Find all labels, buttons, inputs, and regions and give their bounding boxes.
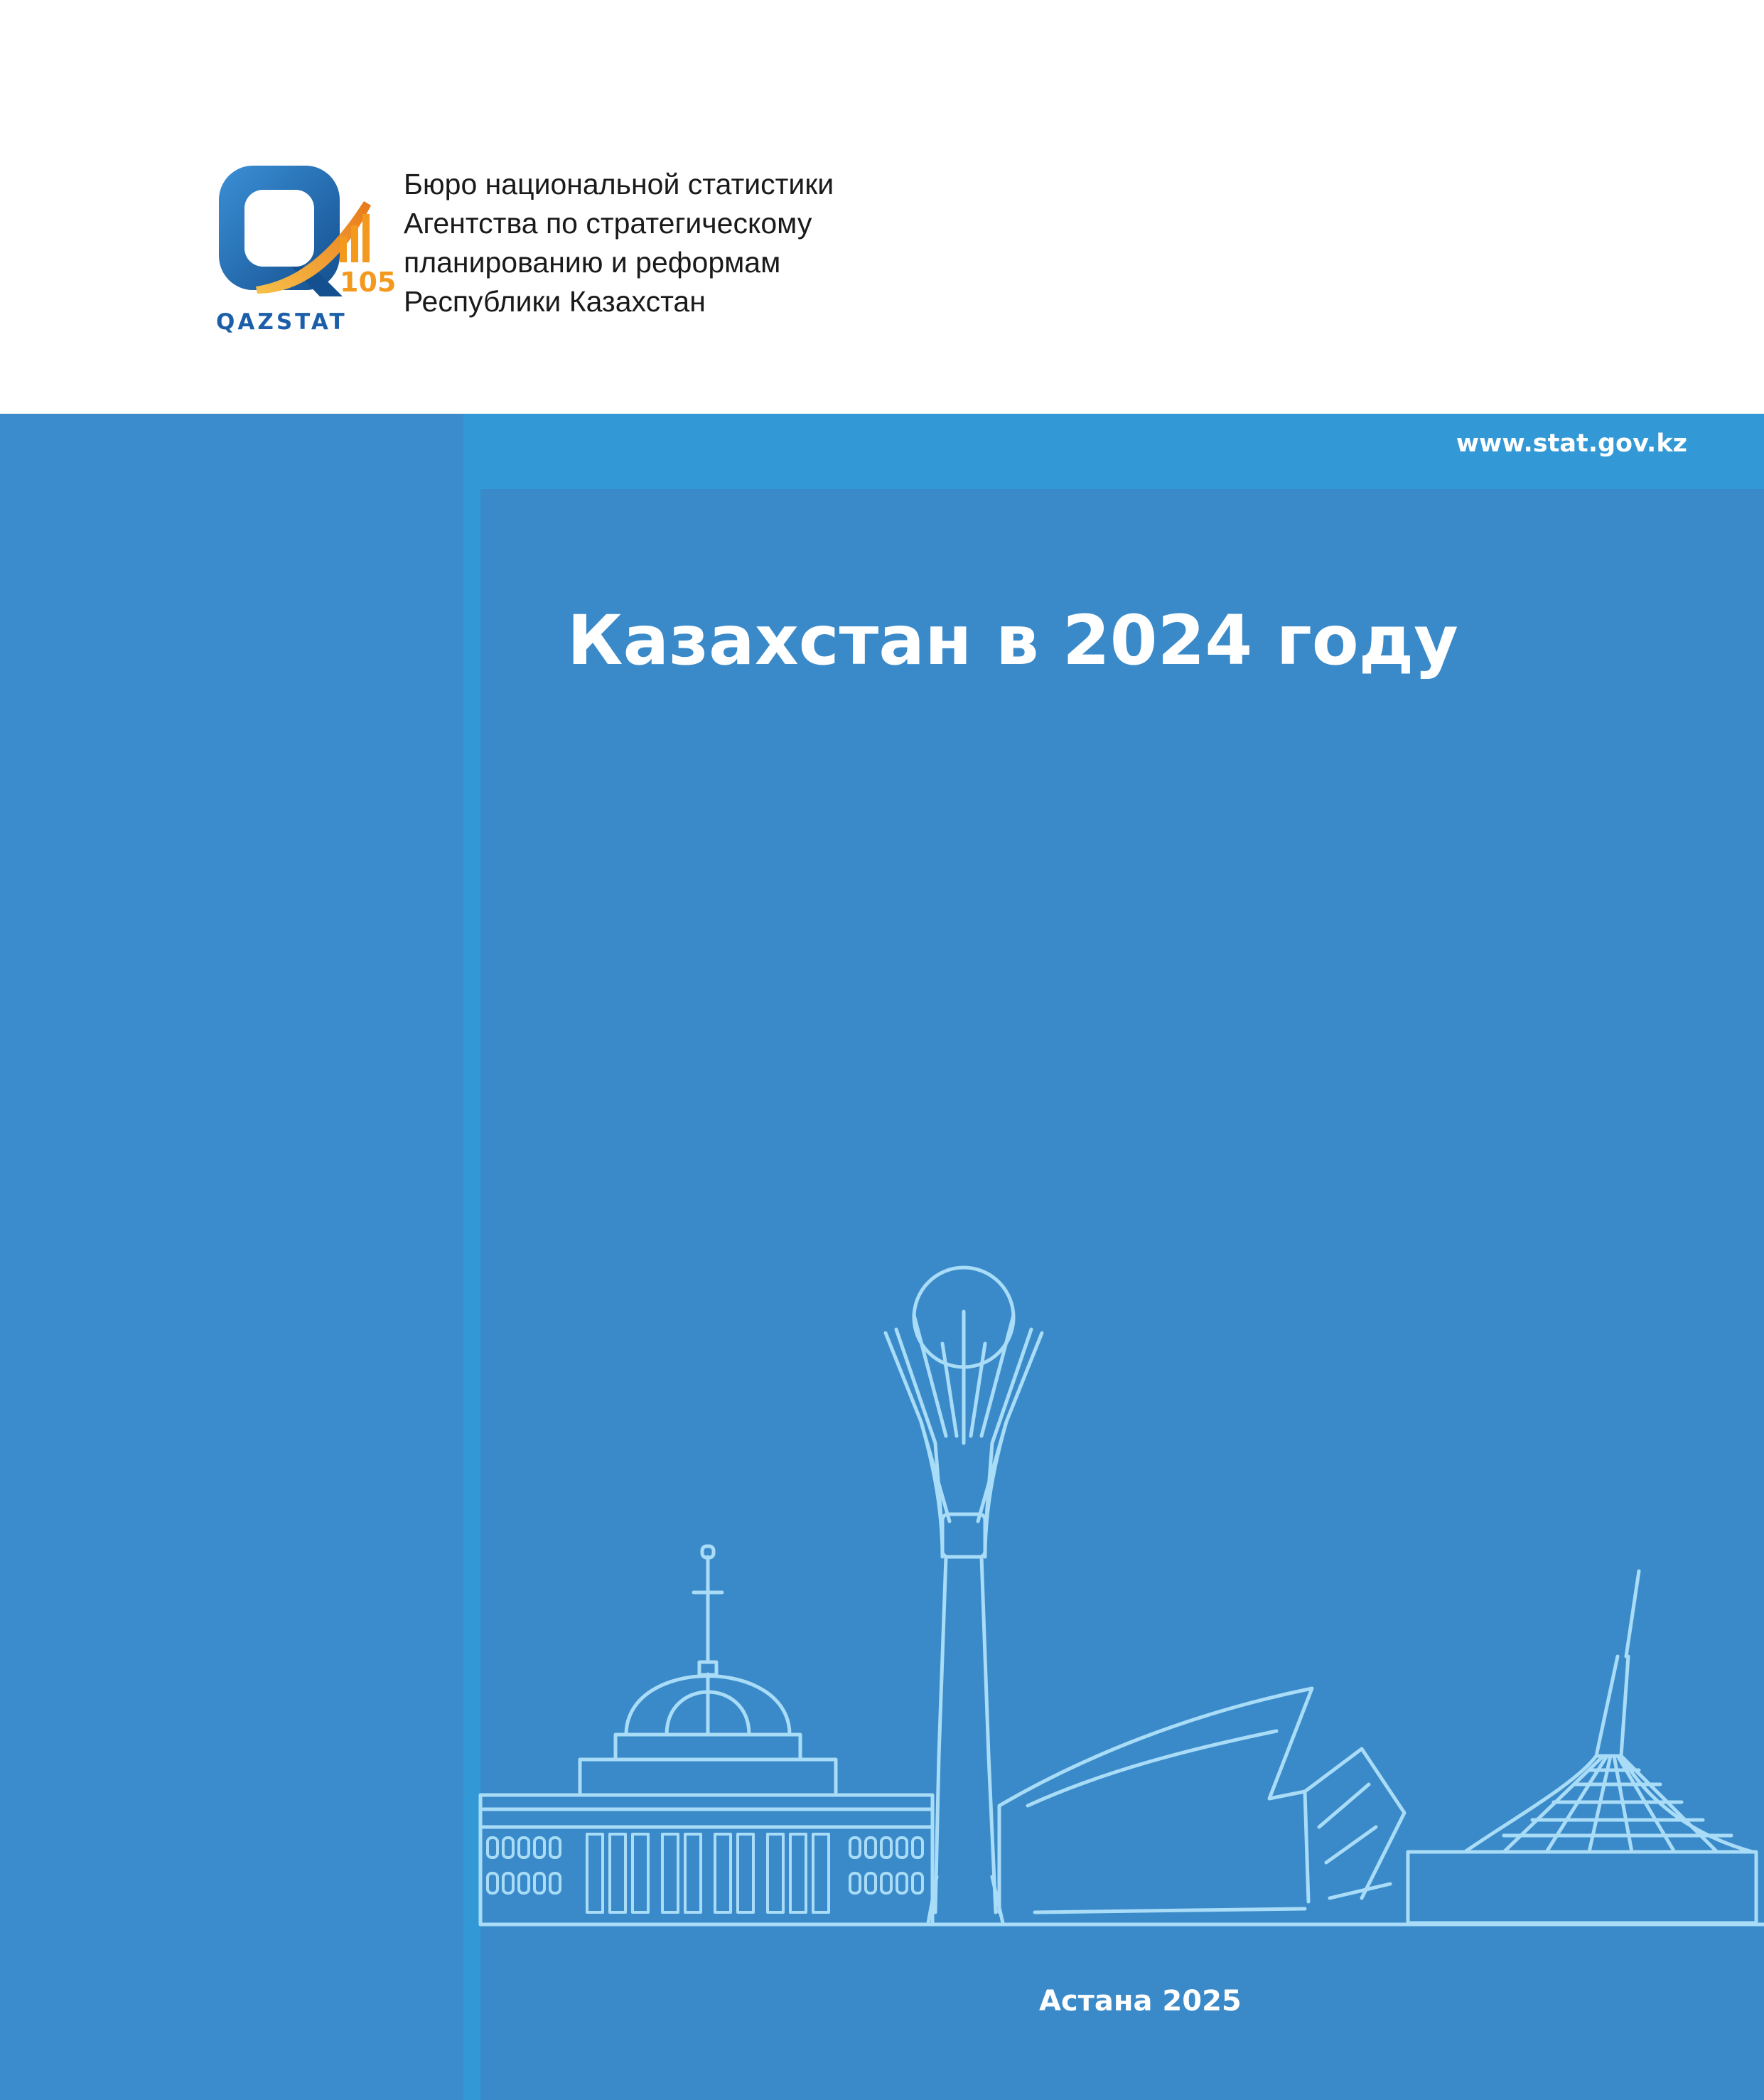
org-name-line-3: планированию и реформам	[404, 246, 781, 279]
baiterek-tower-icon	[886, 1268, 1042, 1923]
org-name-line-4: Республики Казахстан	[404, 285, 706, 318]
website-link[interactable]: www.stat.gov.kz	[1456, 429, 1687, 458]
vertical-accent-strip	[463, 489, 480, 2100]
city-year: Астана 2025	[1039, 1985, 1242, 2018]
logo-badge-text: 105	[340, 267, 397, 298]
publication-title: Казахстан в 2024 году	[567, 601, 1458, 680]
left-color-band	[0, 414, 463, 2100]
qazstat-logo-icon	[213, 160, 397, 338]
header	[0, 0, 1764, 414]
org-name-line-1: Бюро национальной статистики	[404, 168, 834, 200]
organization-name	[404, 165, 972, 321]
logo-wordmark: QAZSTAT	[216, 309, 348, 335]
akorda-palace-icon	[480, 1546, 932, 1924]
khan-shatyr-icon	[1408, 1571, 1756, 1923]
org-name-line-2: Агентства по стратегическому	[404, 207, 812, 240]
concert-hall-icon	[999, 1688, 1404, 1912]
astana-skyline-illustration	[480, 1258, 1764, 1934]
